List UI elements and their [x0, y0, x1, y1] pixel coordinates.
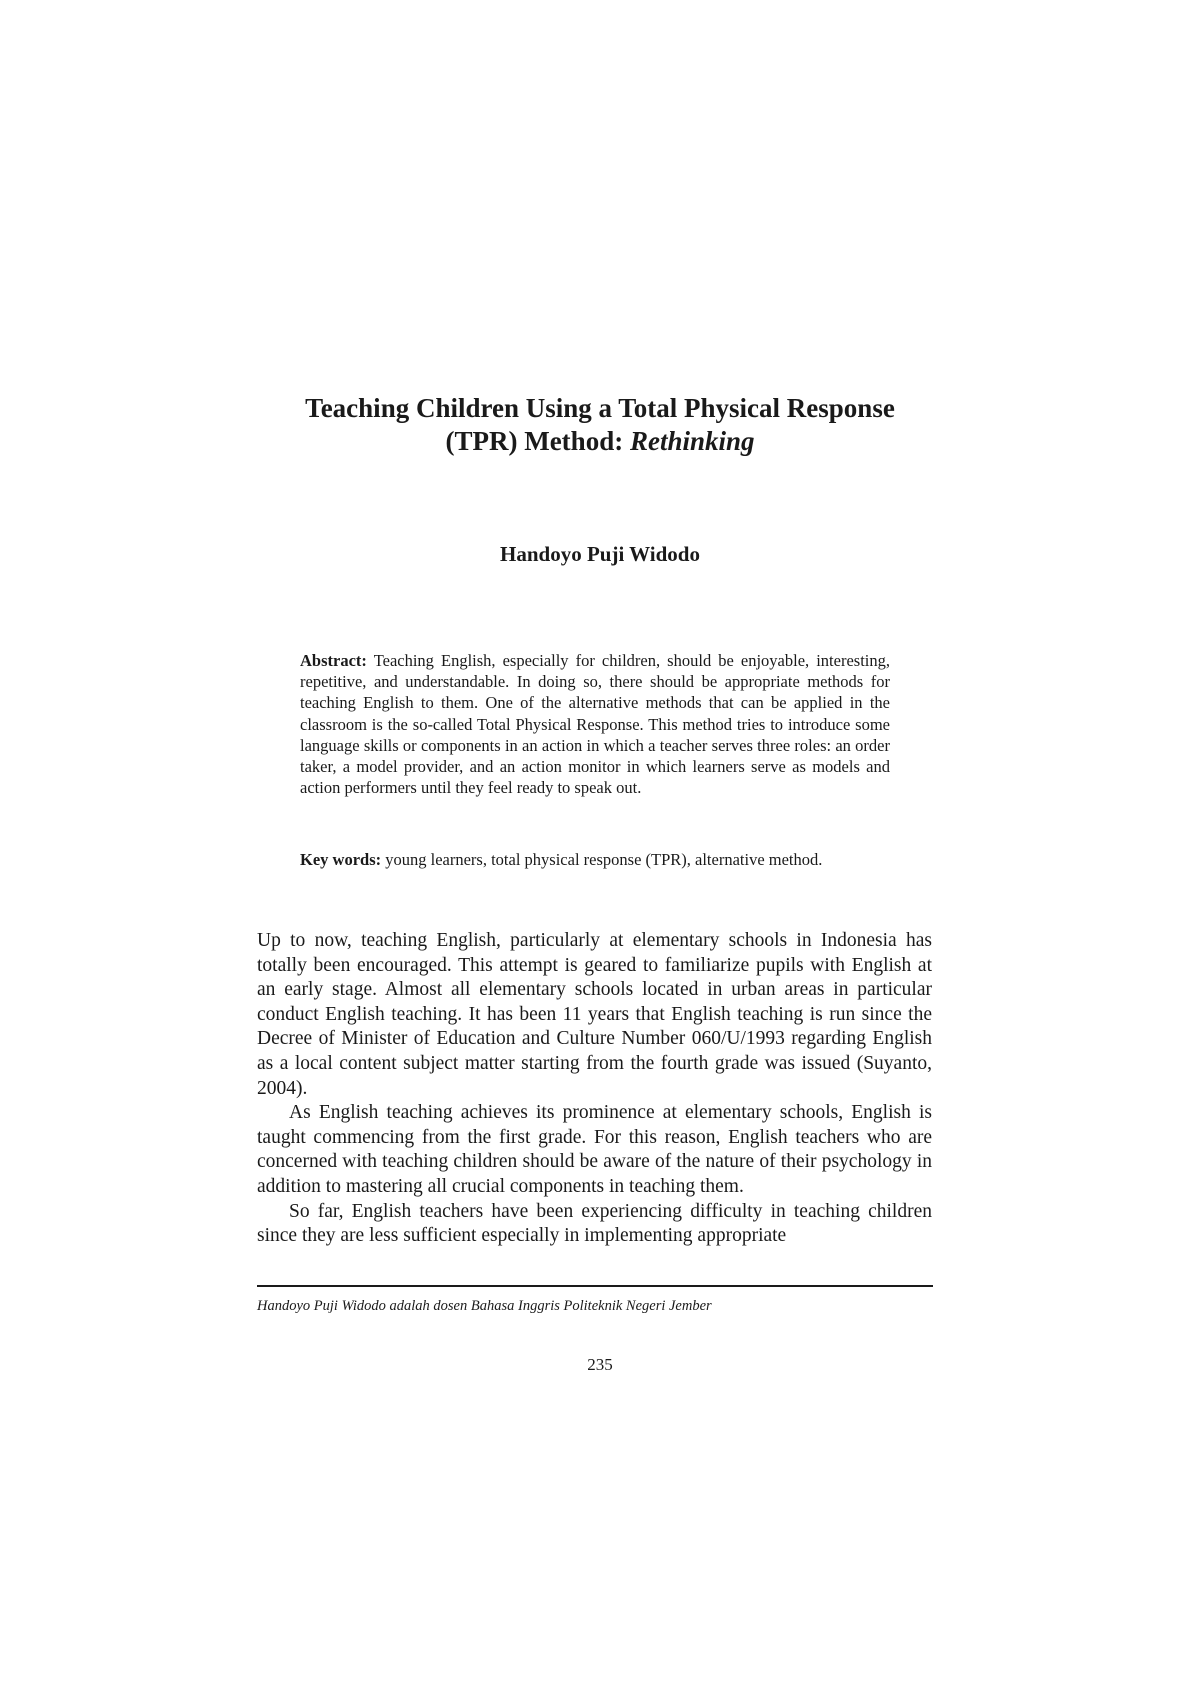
- keywords: [300, 849, 890, 870]
- body-paragraph-2: As English teaching achieves its prominence at elementary schools, English is taught commencing from the first grade. For this reason, English teachers who are concerned with teaching children should be aware of the nature of their psychology in addition to mastering all crucial components in teaching them.: [257, 1102, 932, 1197]
- paper-title-italic: Rethinking: [629, 426, 755, 456]
- body-paragraph-1: Up to now, teaching English, particularly at elementary schools in Indonesia has totally been encouraged. This attempt is geared to familiarize pupils with English at an early stage. Almost all elementary schools located in urban areas in particular conduct English teaching. It has been 11 years that English teaching is run since the Decree of Minister of Education and Culture Number 060/U/1993 regarding English as a local content subject matter starting from the fourth grade was issued (Suyanto, 2004).: [257, 930, 932, 1099]
- keywords-label: Key words:: [300, 850, 382, 869]
- paper-title-line-2-prefix: (TPR) Method:: [445, 426, 630, 456]
- body-text: [257, 929, 932, 1249]
- footnote-divider: [257, 1285, 933, 1287]
- abstract-text: Teaching English, especially for children, should be enjoyable, interesting, repetitive, and understandable. In doing so, there should be appropriate methods for teaching English to them. One of the alternative methods that can be applied in the classroom is the so-called Total Physical Response. This method tries to introduce some language skills or components in an action in which a teacher serves three roles: an order taker, a model provider, and an action monitor in which learners serve as models and action performers until they feel ready to speak out.: [300, 651, 890, 798]
- keywords-text: young learners, total physical response (TPR), alternative method.: [385, 850, 823, 869]
- paper-title-line-2: [0, 425, 1200, 458]
- page-number: 235: [587, 1355, 613, 1374]
- body-paragraph-3: So far, English teachers have been experiencing difficulty in teaching children since they are less sufficient especially in implementing appropriate: [257, 1200, 932, 1247]
- abstract-label: Abstract:: [300, 651, 367, 670]
- abstract: [300, 650, 890, 798]
- paper-title: [0, 392, 1200, 458]
- paper-title-line-1: Teaching Children Using a Total Physical Response: [305, 393, 895, 423]
- footnote: Handoyo Puji Widodo adalah dosen Bahasa Inggris Politeknik Negeri Jember: [257, 1298, 712, 1314]
- author-name: Handoyo Puji Widodo: [500, 542, 700, 566]
